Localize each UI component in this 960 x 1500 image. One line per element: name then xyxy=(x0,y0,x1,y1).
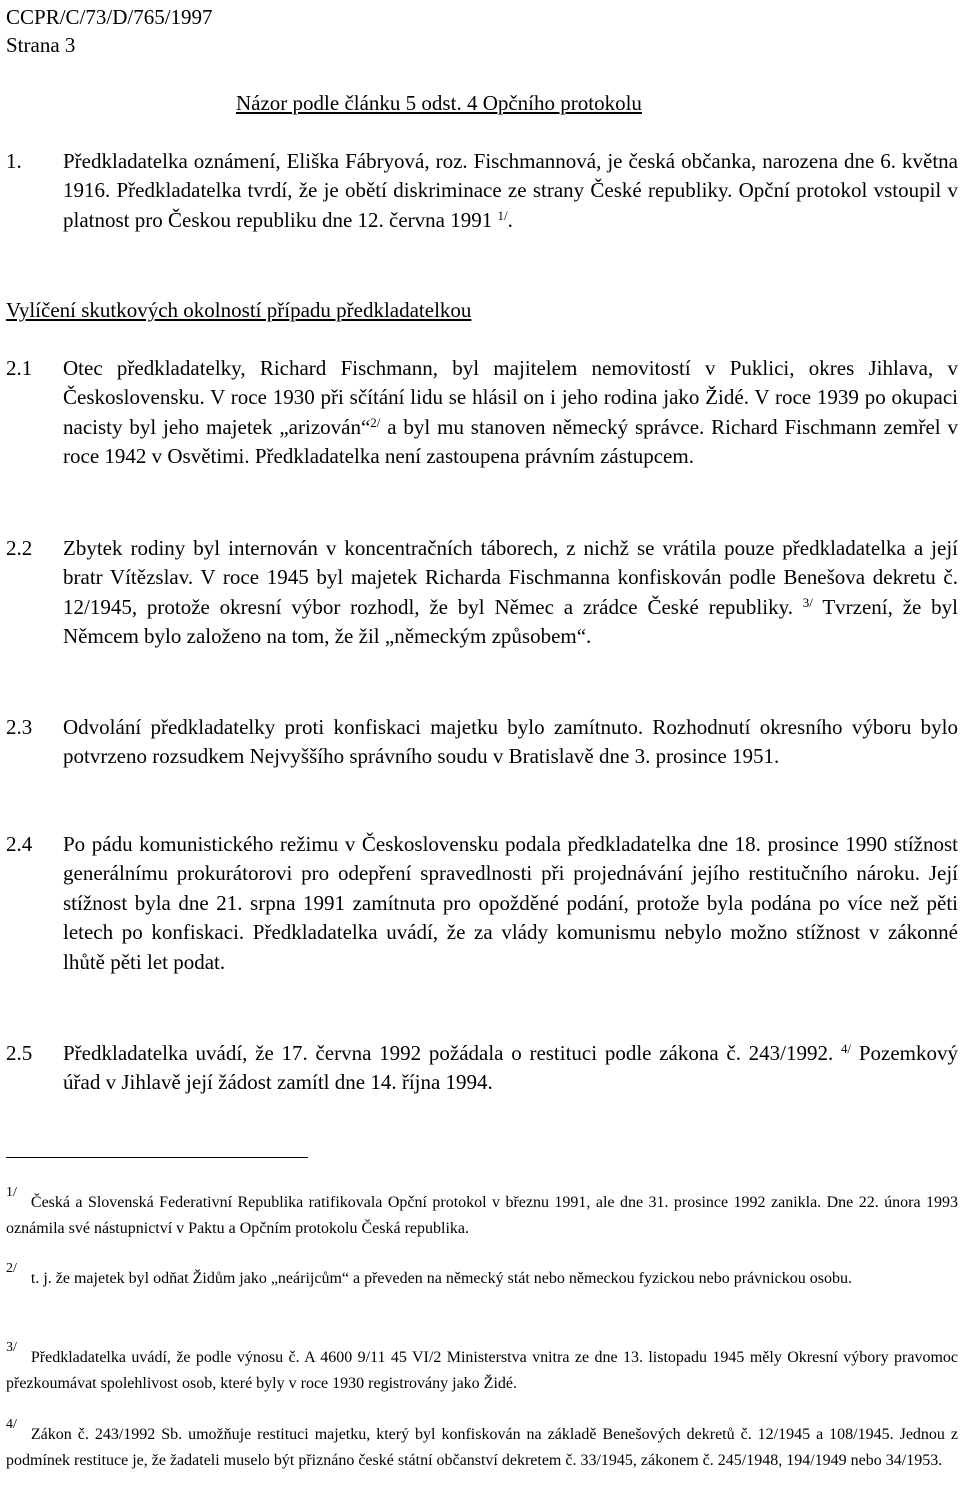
footnote-ref[interactable]: 3/ xyxy=(802,594,813,610)
paragraph-text: Po pádu komunistického režimu v Československu podala předkladatelka dne 18. prosince 1990 stížnost generálnímu prokurátorovi pro odepření spravedlnosti při projednávání jejího restitučního nároku. Její stížnost byla dne 21. srpna 1991 zamítnuta pro opožděné podání, protože byla podána po více než pěti letech po konfiskaci. Předkladatelka uvádí, že za vlády komunismu nebylo možno stížnost v zákonné lhůtě pěti let podat. xyxy=(63,832,958,974)
document-reference: CCPR/C/73/D/765/1997 xyxy=(6,5,213,29)
paragraph-1 xyxy=(6,147,958,235)
footnote-text: Předkladatelka uvádí, že podle výnosu č. A 4600 9/11 45 VI/2 Ministerstva vnitra ze dne 13. listopadu 1945 měly Okresní výbory pravomoc přezkoumávat spolehlivost osob, které byly v roce 1930 registrovány jako Židé. xyxy=(6,1349,958,1392)
footnote-3 xyxy=(6,1340,958,1397)
paragraph-text: Zbytek rodiny byl internován v koncentračních táborech, z nichž se vrátila pouze předkladatelka a její bratr Vítězslav. V roce 1945 byl majetek Richarda Fischmanna konfiskován podle Benešova dekretu č. 12/1945, protože okresní výbor rozhodl, že byl Němec a zrádce České republiky. $^{3/}$ Tvrzení, že byl Němcem bylo založeno na tom, že žil „německým způsobem“. xyxy=(63,536,958,649)
paragraph-2-2 xyxy=(6,534,958,652)
footnote-text: Česká a Slovenská Federativní Republika ratifikovala Opční protokol v březnu 1991, ale dne 31. prosince 1992 zanikla. Dne 22. února 1993 oznámila své nástupnictví v Paktu a Opčním protokolu Česká republika. xyxy=(6,1194,958,1237)
paragraph-number: 2.2 xyxy=(6,536,33,560)
footnote-mark: 1/ xyxy=(6,1185,17,1200)
footnote-ref[interactable]: 2/ xyxy=(370,414,381,430)
paragraph-2-3 xyxy=(6,713,958,772)
section-heading: Vylíčení skutkových okolností případu předkladatelkou xyxy=(6,298,472,322)
paragraph-text: Předkladatelka uvádí, že 17. června 1992 požádala o restituci podle zákona č. 243/1992. $^{4/}$ Pozemkový úřad v Jihlavě její žádost zamítl dne 14. října 1994. xyxy=(63,1041,959,1095)
paragraph-number: 1. xyxy=(6,149,22,173)
paragraph-2-5 xyxy=(6,1039,958,1098)
paragraph-number: 2.5 xyxy=(6,1041,33,1065)
footnote-1 xyxy=(6,1185,958,1242)
paragraph-2-4 xyxy=(6,830,958,977)
footnote-mark: 2/ xyxy=(6,1261,17,1276)
paragraph-2-1 xyxy=(6,354,958,472)
footnote-ref[interactable]: 4/ xyxy=(841,1041,852,1056)
footnote-4 xyxy=(6,1417,958,1474)
paragraph-number: 2.3 xyxy=(6,715,33,739)
footnote-text: Zákon č. 243/1992 Sb. umožňuje restituci majetku, který byl konfiskován na základě Benešových dekretů č. 12/1945 a 108/1945. Jednou z podmínek restituce je, že žadateli muselo být přiznáno české státní občanství dekretem č. 33/1945, zákonem č. 245/1948, 194/1949 nebo 34/1953. xyxy=(6,1426,958,1469)
paragraph-number: 2.1 xyxy=(6,356,33,380)
footnote-text: t. j. že majetek byl odňat Židům jako „neárijcům“ a převeden na německý stát nebo německou fyzickou nebo právnickou osobu. xyxy=(30,1270,852,1287)
footnote-mark: 3/ xyxy=(6,1340,17,1355)
paragraph-number: 2.4 xyxy=(6,832,33,856)
page-title: Názor podle článku 5 odst. 4 Opčního protokolu xyxy=(236,91,642,115)
footnote-separator xyxy=(6,1157,308,1158)
footnote-mark: 4/ xyxy=(6,1417,17,1432)
paragraph-text: Odvolání předkladatelky proti konfiskaci majetku bylo zamítnuto. Rozhodnutí okresního výboru bylo potvrzeno rozsudkem Nejvyššího správního soudu v Bratislavě dne 3. prosince 1951. xyxy=(63,715,958,769)
footnote-ref[interactable]: 1/ xyxy=(497,207,508,223)
paragraph-text: Otec předkladatelky, Richard Fischmann, byl majitelem nemovitostí v Puklici, okres Jihlava, v Československu. V roce 1930 při sčítání lidu se hlásil on i jeho rodina jako Židé. V roce 1939 po okupaci nacisty byl jeho majetek „arizován“$^{2/}$ a byl mu stanoven německý správce. Richard Fischmann zemřel v roce 1942 v Osvětimi. Předkladatelka není zastoupena právním zástupcem. xyxy=(63,356,958,469)
paragraph-text: Předkladatelka oznámení, Eliška Fábryová, roz. Fischmannová, je česká občanka, narozena dne 6. května 1916. Předkladatelka tvrdí, že je obětí diskriminace ze strany České republiky. Opční protokol vstoupil v platnost pro Českou republiku dne 12. června 1991 $^{1/}$. xyxy=(63,149,958,232)
page-number: Strana 3 xyxy=(6,33,76,57)
footnote-2 xyxy=(6,1261,958,1292)
